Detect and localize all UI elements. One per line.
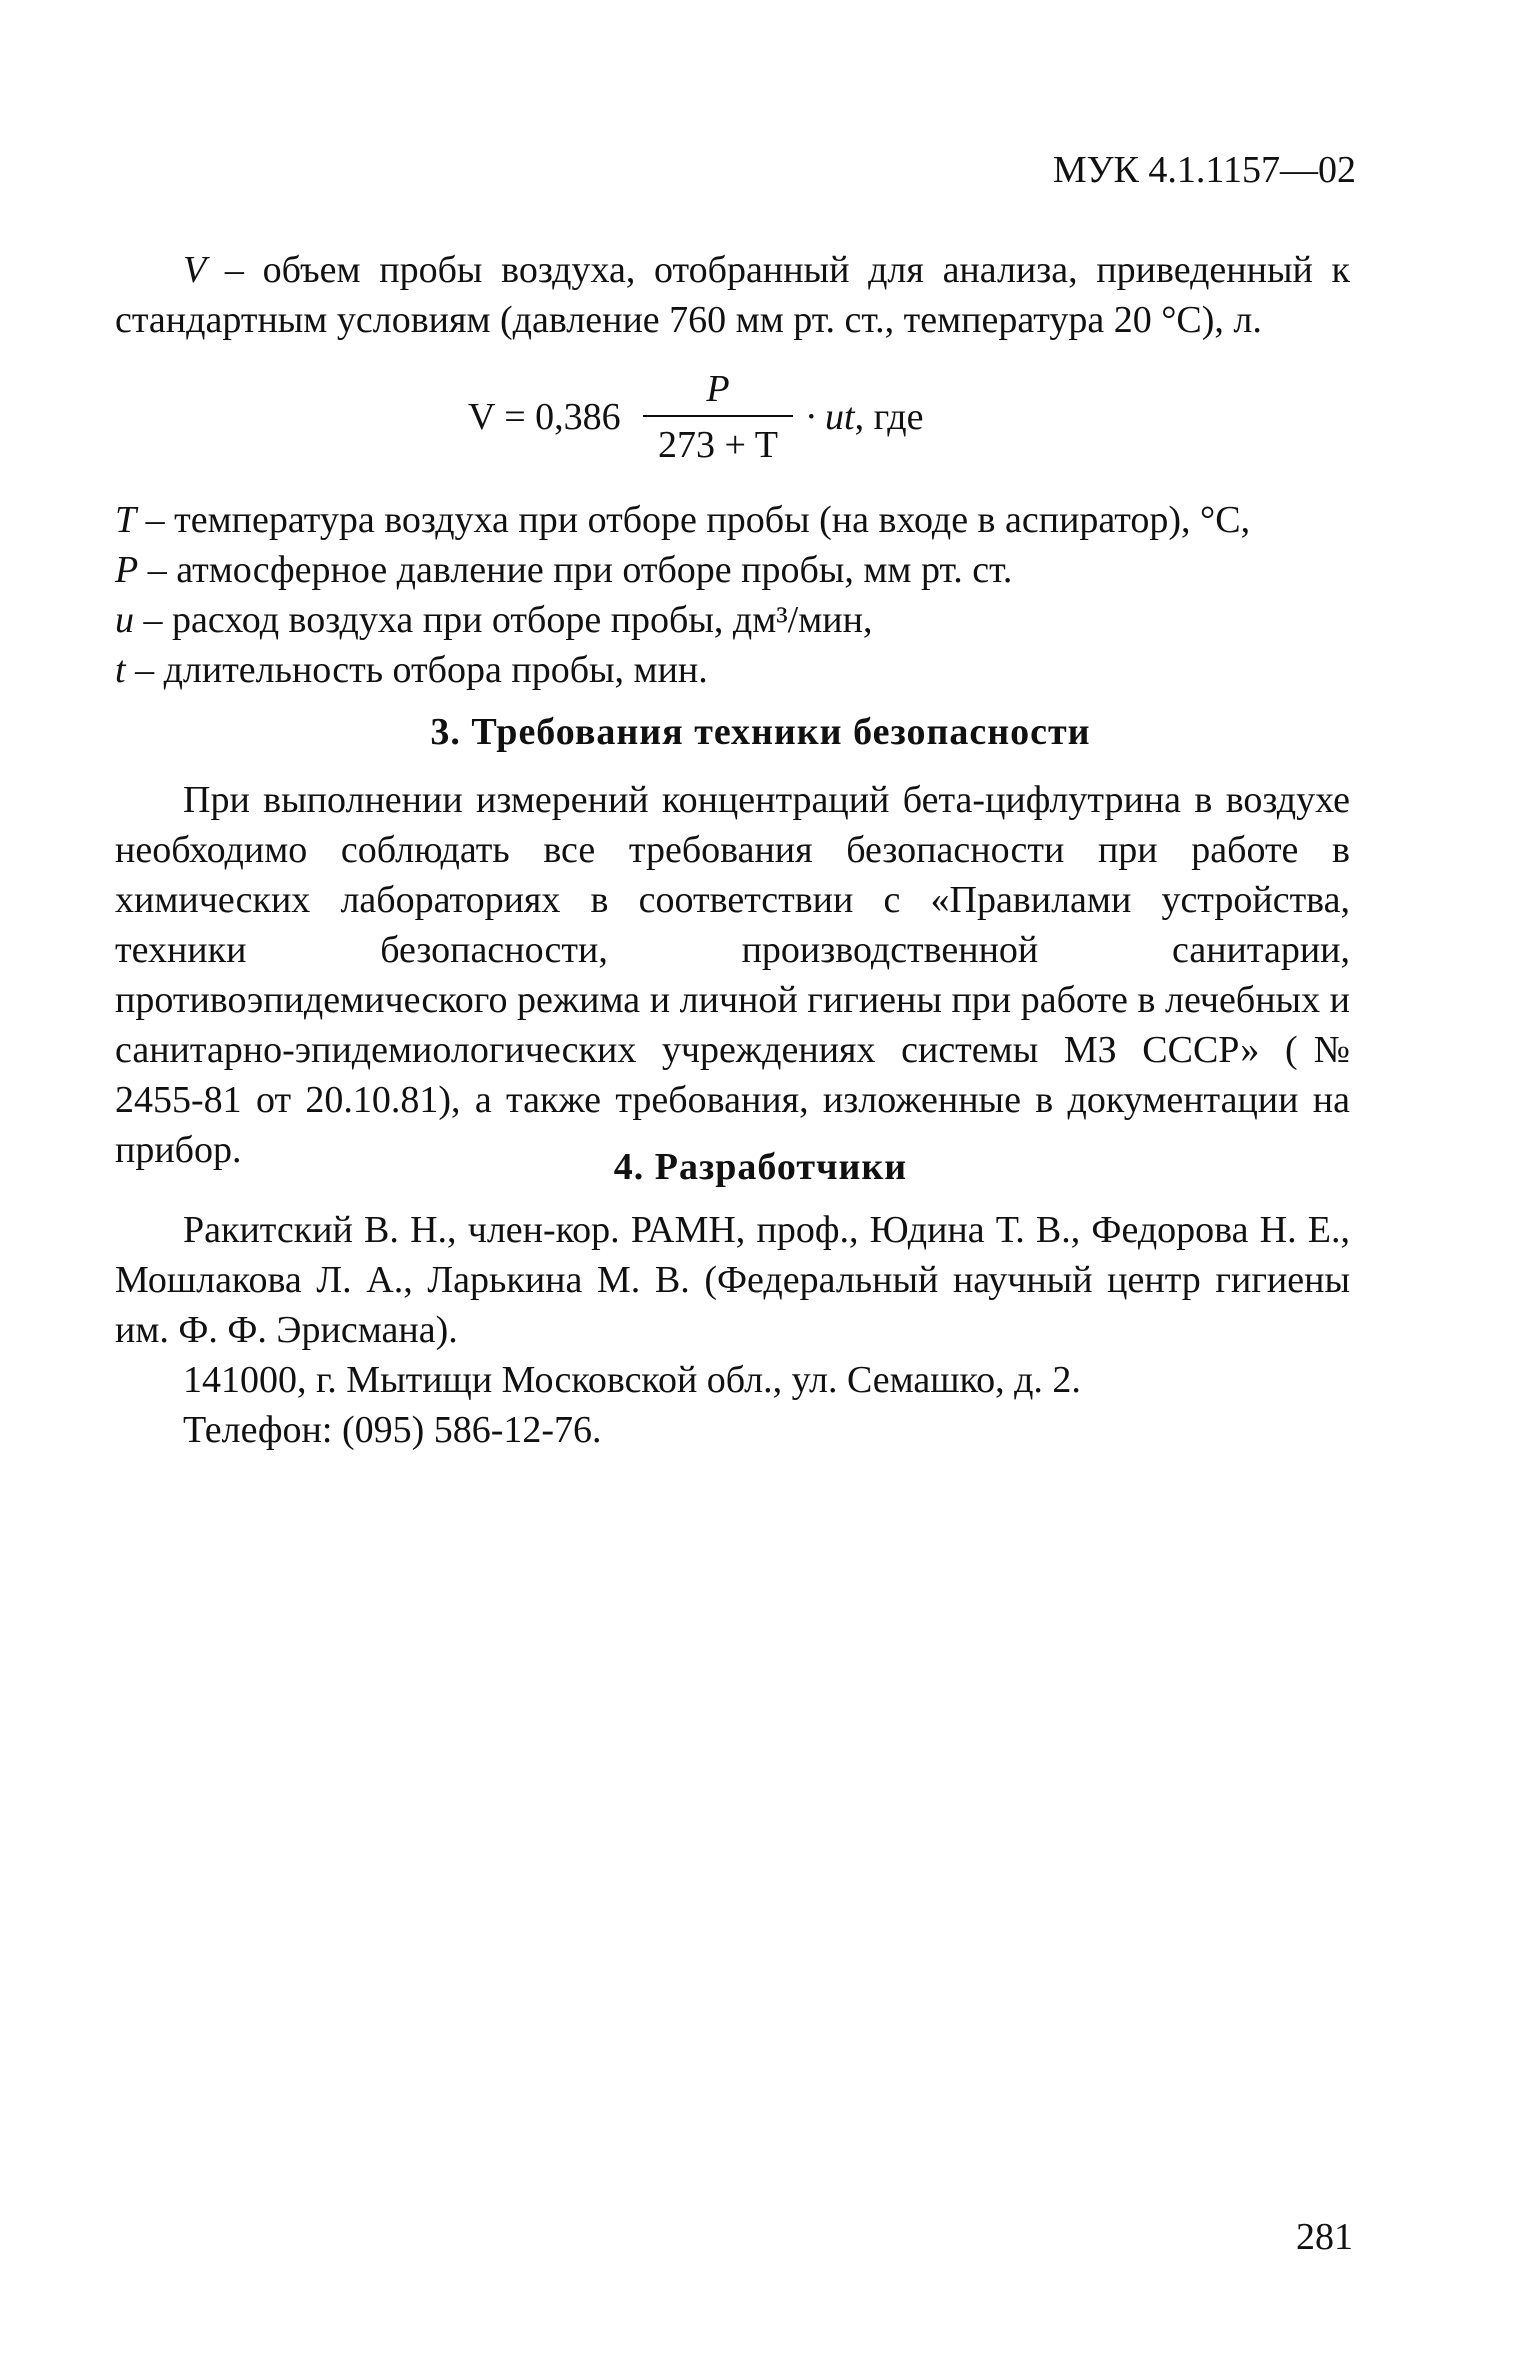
section-4-heading: 4. Разработчики <box>613 1146 908 1188</box>
volume-symbol: V <box>183 249 207 291</box>
variable-definitions <box>115 495 1350 695</box>
volume-definition-text: – объем пробы воздуха, отобранный для анализа, приведенный к стандартным условиям (давление 760 мм рт. ст., температура 20 °С), л. <box>115 249 1350 341</box>
def-symbol-t-duration: t <box>115 649 126 691</box>
section-4-address: 141000, г. Мытищи Московской обл., ул. Семашко, д. 2. <box>183 1359 1081 1401</box>
def-symbol-t: T <box>115 499 137 541</box>
def-text-t: – температура воздуха при отборе пробы (на входе в аспиратор), °С, <box>136 499 1251 541</box>
section-3-heading: 3. Требования техники безопасности <box>430 711 1091 753</box>
volume-formula <box>468 365 1068 475</box>
fraction-bar <box>643 415 793 417</box>
formula-numerator: P <box>706 368 730 410</box>
def-symbol-p: P <box>115 549 139 591</box>
formula-where: , где <box>854 396 924 438</box>
formula-lhs: V = 0,386 <box>468 396 621 438</box>
def-text-u: – расход воздуха при отборе пробы, дм³/мин, <box>134 599 873 641</box>
def-symbol-u: u <box>115 599 134 641</box>
formula-fraction <box>643 365 793 469</box>
section-4-phone: Телефон: (095) 586-12-76. <box>183 1409 602 1451</box>
def-text-t-duration: – длительность отбора пробы, мин. <box>125 649 708 691</box>
formula-tail <box>806 395 923 439</box>
section-3-body: При выполнении измерений концентраций бета-цифлутрина в воздухе необходимо соблюдать все требования безопасности при работе в химических лабораториях в соответствии с «Правилами устройства, техники безопасности, производственной санитарии, противоэпидемического режима и личной гигиены при работе в лечебных и санитарно-эпидемиологических учреждениях системы МЗ СССР» (№ 2455-81 от 20.10.81), а также требования, изложенные в документации на прибор. <box>115 779 1350 1171</box>
def-text-p: – атмосферное давление при отборе пробы, мм рт. ст. <box>138 549 1013 591</box>
document-code: МУК 4.1.1157—02 <box>1052 149 1356 191</box>
section-4-authors: Ракитский В. Н., член-кор. РАМН, проф., Юдина Т. В., Федорова Н. Е., Мошлакова Л. А., Ларькина М. В. (Федеральный научный центр гигиены им. Ф. Ф. Эрисмана). <box>115 1209 1350 1351</box>
formula-denominator: 273 + T <box>658 424 778 466</box>
formula-ut: · ut <box>806 396 855 438</box>
volume-definition <box>115 245 1350 345</box>
page-number: 281 <box>1296 2216 1353 2258</box>
